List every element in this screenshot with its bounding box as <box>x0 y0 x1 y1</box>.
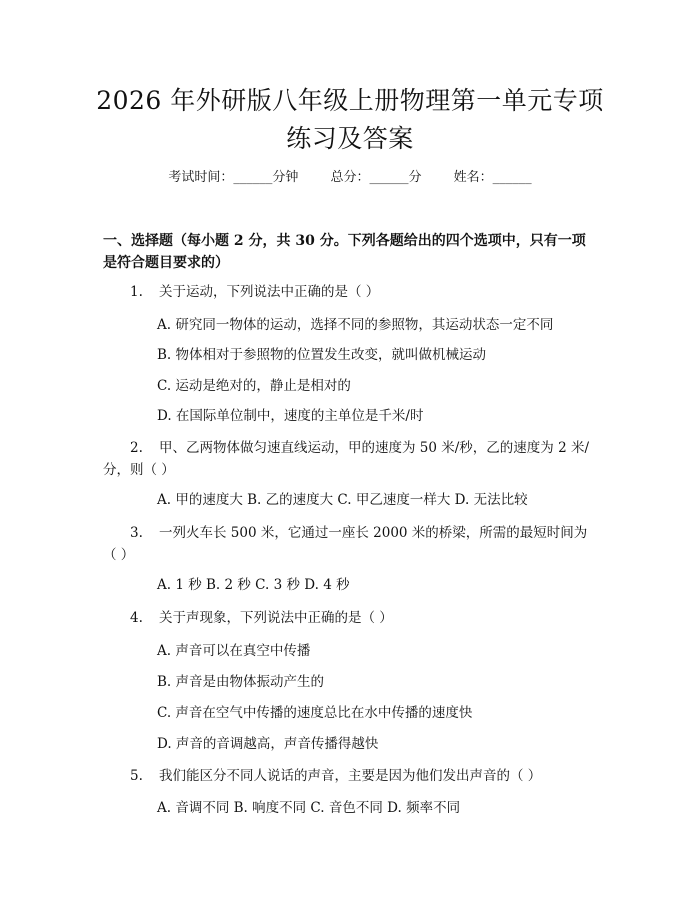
question-1 <box>103 281 598 303</box>
question-1-option-c: C. 运动是绝对的，静止是相对的 <box>157 378 351 394</box>
exam-time-field: 考试时间：______分钟 <box>168 170 299 185</box>
question-2 <box>103 437 598 481</box>
total-score-field: 总分：______分 <box>330 170 422 185</box>
question-number: 4. <box>130 610 143 626</box>
question-text: 甲、乙两物体做匀速直线运动，甲的速度为 50 米/秒，乙的速度为 2 米/分，则（ ） <box>103 440 590 478</box>
question-text: 关于声现象，下列说法中正确的是（ ） <box>159 610 393 626</box>
question-2-options: A. 甲的速度大 B. 乙的速度大 C. 甲乙速度一样大 D. 无法比较 <box>157 492 528 508</box>
question-1-option-a: A. 研究同一物体的运动，选择不同的参照物，其运动状态一定不同 <box>157 317 554 333</box>
exam-title <box>0 82 700 158</box>
question-3-options: A. 1 秒 B. 2 秒 C. 3 秒 D. 4 秒 <box>157 577 350 593</box>
question-text: 关于运动，下列说法中正确的是（ ） <box>159 284 380 300</box>
question-4-option-c: C. 声音在空气中传播的速度总比在水中传播的速度快 <box>157 705 473 721</box>
question-1-option-b: B. 物体相对于参照物的位置发生改变，就叫做机械运动 <box>157 347 487 363</box>
question-1-option-d: D. 在国际单位制中，速度的主单位是千米/时 <box>157 408 424 424</box>
question-number: 2. <box>130 440 143 456</box>
question-4-option-d: D. 声音的音调越高，声音传播得越快 <box>157 736 379 752</box>
question-text: 一列火车长 500 米，它通过一座长 2000 米的桥梁，所需的最短时间为（ ） <box>103 525 588 563</box>
question-number: 3. <box>130 525 143 541</box>
student-name-field: 姓名：______ <box>453 170 532 185</box>
question-4 <box>103 607 598 629</box>
exam-info <box>0 168 700 188</box>
question-4-option-a: A. 声音可以在真空中传播 <box>157 643 311 659</box>
section-heading: 一、选择题（每小题 2 分，共 30 分。下列各题给出的四个选项中，只有一项是符合题目要求的） <box>103 233 586 271</box>
question-number: 5. <box>130 768 143 784</box>
question-4-option-b: B. 声音是由物体振动产生的 <box>157 674 325 690</box>
question-number: 1. <box>130 284 143 300</box>
title-line-2: 练习及答案 <box>286 124 414 153</box>
question-3 <box>103 522 598 566</box>
question-5-options: A. 音调不同 B. 响度不同 C. 音色不同 D. 频率不同 <box>157 800 461 816</box>
title-line-1: 2026 年外研版八年级上册物理第一单元专项 <box>96 86 604 115</box>
question-text: 我们能区分不同人说话的声音，主要是因为他们发出声音的（ ） <box>159 768 542 784</box>
question-5 <box>103 765 598 787</box>
